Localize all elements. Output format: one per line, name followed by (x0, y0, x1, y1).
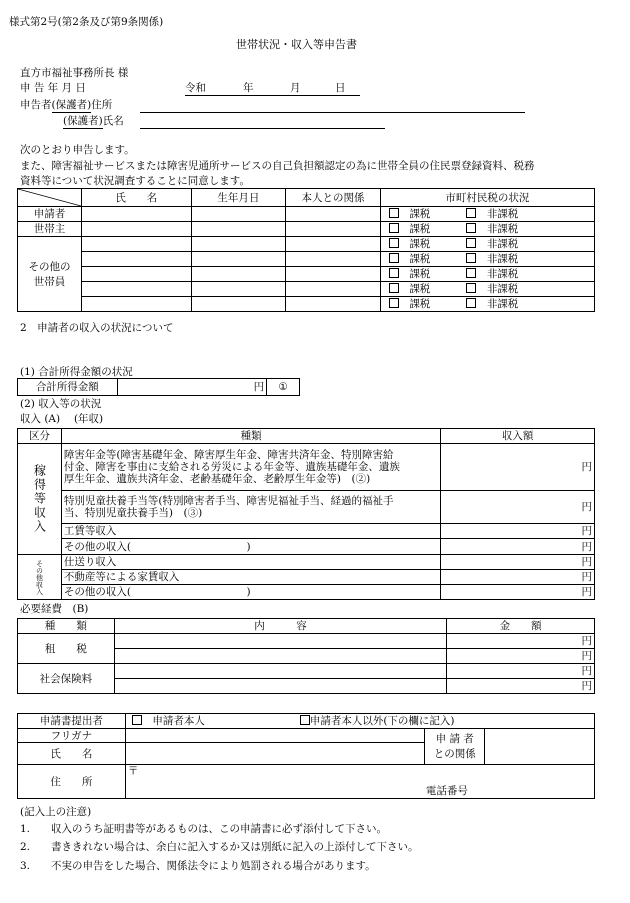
exp-col-kind: 種 類 (18, 619, 115, 634)
member-birth-cell[interactable] (191, 237, 286, 252)
date-label: 申 告 年 月 日 (20, 82, 86, 94)
furigana-label: フリガナ (18, 729, 126, 743)
tax-status-cell (380, 207, 594, 222)
member-relation-cell[interactable] (286, 237, 381, 252)
group-earned-label: 稼得等収入 (32, 464, 47, 534)
amount-other-1[interactable]: 円 (441, 539, 595, 555)
form-number: 様式第2号(第2条及び第9条関係) (9, 16, 164, 28)
exp-col-content: 内 容 (114, 619, 446, 634)
nontaxed-label: 非課税 (486, 268, 519, 280)
row-applicant: 申請者 (18, 207, 82, 222)
diagonal-line (18, 189, 81, 206)
member-name-cell[interactable] (82, 267, 192, 282)
taxed-checkbox[interactable] (389, 298, 399, 308)
section2-title: 2 申請者の収入の状況について (20, 322, 174, 334)
taxed-checkbox[interactable] (389, 208, 399, 218)
exp-row-tax: 租 税 (18, 634, 115, 664)
nontaxed-checkbox[interactable] (466, 253, 476, 263)
intro-line-2: また、障害福祉サービスまたは障害児通所サービスの自己負担額認定の為に世帯全員の住民票登録資料、税務 (20, 160, 535, 172)
era: 令和 (185, 82, 206, 94)
nontaxed-label: 非課税 (486, 208, 519, 220)
member-name-cell[interactable] (82, 297, 192, 312)
name-input[interactable] (125, 743, 424, 765)
amount-child-allowance[interactable]: 円 (441, 491, 595, 523)
nontaxed-checkbox[interactable] (466, 268, 476, 278)
year-label: 年 (243, 82, 254, 94)
col-amount: 収入額 (441, 429, 595, 444)
total-income-table (17, 378, 300, 396)
name-row (63, 115, 124, 129)
address-label: 住所 (91, 99, 113, 111)
item-other-2: その他の収入( ) (61, 585, 440, 600)
member-birth-cell[interactable] (191, 282, 286, 297)
insurance-amount-1[interactable]: 円 (447, 664, 595, 679)
item-child-line2: 当、特別児童扶養手当) (③) (63, 506, 203, 519)
taxed-checkbox[interactable] (389, 238, 399, 248)
item-pension-line2: 付金、障害を事由に支給される労災による年金等、遺族基礎年金、遺族 (63, 461, 400, 474)
furigana-input[interactable] (125, 729, 424, 743)
applicant-birth-cell[interactable] (191, 207, 286, 222)
exp-col-amount: 金 額 (447, 619, 595, 634)
submitter-options (125, 714, 594, 729)
notes-title: (記入上の注意) (20, 806, 92, 818)
name-label: 氏名 (102, 115, 124, 127)
name-label: 氏 名 (18, 743, 126, 765)
row-householder: 世帯主 (18, 222, 82, 237)
tax-status-cell (380, 297, 594, 312)
member-relation-cell[interactable] (286, 267, 381, 282)
nontaxed-label: 非課税 (486, 253, 519, 265)
diagonal-cell (18, 189, 82, 207)
note-3: 3. 不実の申告をした場合、関係法令により処罰される場合があります。 (20, 860, 376, 872)
nontaxed-checkbox[interactable] (466, 223, 476, 233)
other-members-label-1: その他の (28, 260, 71, 273)
member-relation-cell[interactable] (286, 297, 381, 312)
amount-rent[interactable]: 円 (441, 570, 595, 585)
group-other (18, 555, 62, 600)
expenses-title: 必要経費 (B) (20, 603, 89, 615)
nontaxed-label: 非課税 (486, 298, 519, 310)
item-child-allowance (61, 491, 440, 523)
income-table (17, 428, 595, 600)
tax-status-cell (380, 222, 594, 237)
item-wages: 工賃等収入 (61, 523, 440, 539)
member-birth-cell[interactable] (191, 267, 286, 282)
member-name-cell[interactable] (82, 282, 192, 297)
amount-other-2[interactable]: 円 (441, 585, 595, 600)
taxed-label: 課税 (409, 238, 431, 250)
addressee: 直方市福祉事務所長 様 (20, 67, 129, 79)
col-birthdate: 生年月日 (191, 189, 286, 207)
member-relation-cell[interactable] (286, 252, 381, 267)
circle-1: ① (267, 379, 300, 396)
item-pension-line1: 障害年金等(障害基礎年金、障害厚生年金、障害共済年金、特別障害給 (63, 449, 394, 462)
page-title: 世帯状況・収入等申告書 (236, 38, 357, 51)
nontaxed-label: 非課税 (486, 283, 519, 295)
guardian-label-1: (保護者) (51, 99, 92, 111)
taxed-checkbox[interactable] (389, 223, 399, 233)
tax-content-cell[interactable] (114, 649, 446, 664)
item-pension-line3: 厚生年金、遺族共済年金、老齢基礎年金、老齢厚生年金等) (②) (63, 473, 371, 486)
address-label: 住 所 (18, 765, 126, 799)
self-checkbox[interactable] (132, 715, 142, 725)
taxed-label: 課税 (409, 208, 431, 220)
item-rent: 不動産等による家賃収入 (61, 570, 440, 585)
nontaxed-checkbox[interactable] (466, 238, 476, 248)
relation-line1: 申 請 者 (435, 733, 474, 745)
intro-line-1: 次のとおり申告します。 (20, 144, 135, 156)
group-earned (18, 444, 62, 555)
taxed-label: 課税 (409, 268, 431, 280)
item-other-1: その他の収入( ) (61, 539, 440, 555)
relation-label (425, 729, 485, 765)
nontaxed-checkbox[interactable] (466, 208, 476, 218)
tax-status-cell (380, 237, 594, 252)
taxed-label: 課税 (409, 253, 431, 265)
nontaxed-checkbox[interactable] (466, 283, 476, 293)
taxed-label: 課税 (409, 223, 431, 235)
month-label: 月 (290, 82, 301, 94)
item-allowance: 仕送り収入 (61, 555, 440, 570)
col-tax-status: 市町村民税の状況 (380, 189, 594, 207)
col-relation: 本人との関係 (286, 189, 381, 207)
date-field[interactable] (185, 82, 360, 96)
member-relation-cell[interactable] (286, 282, 381, 297)
tax-content-cell[interactable] (114, 634, 446, 649)
guardian-label-2: (保護者) (63, 115, 103, 127)
item-child-line1: 特別児童扶養手当等(特別障害者手当、障害児福祉手当、経過的福祉手 (63, 494, 394, 507)
group-other-label: その他収入 (35, 559, 44, 595)
taxed-checkbox[interactable] (389, 253, 399, 263)
self-label: 申請者本人 (152, 715, 205, 727)
householder-name-cell[interactable] (82, 222, 192, 237)
member-birth-cell[interactable] (191, 252, 286, 267)
tax-status-cell (380, 267, 594, 282)
amount-allowance[interactable]: 円 (441, 555, 595, 570)
other-checkbox[interactable] (300, 715, 310, 725)
tax-amount-2[interactable]: 円 (447, 649, 595, 664)
address-cell[interactable] (125, 765, 594, 799)
member-birth-cell[interactable] (191, 297, 286, 312)
relation-line2: との関係 (433, 748, 476, 760)
taxed-label: 課税 (409, 298, 431, 310)
amount-pension[interactable]: 円 (441, 444, 595, 491)
col-kind: 種類 (61, 429, 440, 444)
total-income-label: 合計所得金額 (18, 379, 118, 396)
nontaxed-label: 非課税 (486, 238, 519, 250)
nontaxed-checkbox[interactable] (466, 298, 476, 308)
declarant-row (20, 99, 112, 113)
insurance-content-cell[interactable] (114, 679, 446, 694)
day-label: 日 (335, 82, 346, 94)
nontaxed-label: 非課税 (486, 223, 519, 235)
taxed-checkbox[interactable] (389, 283, 399, 293)
applicant-name-cell[interactable] (82, 207, 192, 222)
total-income-value[interactable]: 円 (117, 379, 266, 396)
exp-row-insurance: 社会保険料 (18, 664, 115, 694)
other-label: 申請者本人以外(下の欄に記入) (309, 715, 455, 727)
expenses-table (17, 618, 595, 694)
taxed-label: 課税 (409, 283, 431, 295)
tax-status-cell (380, 282, 594, 297)
income-a-label: 収入 (A) (年収) (20, 413, 104, 425)
name-line[interactable] (140, 127, 385, 129)
intro-line-3: 資料等について状況調査することに同意します。 (20, 175, 250, 187)
submitter-label: 申請書提出者 (18, 714, 126, 729)
address-line[interactable] (140, 111, 525, 113)
item-pension (61, 444, 440, 491)
member-name-cell[interactable] (82, 252, 192, 267)
householder-birth-cell[interactable] (191, 222, 286, 237)
declarant-label: 申告者 (20, 99, 52, 111)
tax-amount-1[interactable]: 円 (447, 634, 595, 649)
applicant-relation-cell[interactable] (286, 207, 381, 222)
amount-wages[interactable]: 円 (441, 523, 595, 539)
phone-label: 電話番号 (425, 785, 468, 797)
note-1: 1. 収入のうち証明書等があるものは、この申請書に必ず添付して下さい。 (20, 823, 388, 835)
section2-sub2: (2) 収入等の状況 (20, 398, 102, 410)
submitter-table (17, 713, 595, 799)
tax-status-cell (380, 252, 594, 267)
note-2: 2. 書ききれない場合は、余白に記入するか又は別紙に記入の上添付して下さい。 (20, 841, 419, 853)
relation-input[interactable] (485, 729, 595, 765)
insurance-amount-2[interactable]: 円 (447, 679, 595, 694)
section2-sub1: (1) 合計所得金額の状況 (20, 366, 133, 378)
householder-relation-cell[interactable] (286, 222, 381, 237)
col-name: 氏 名 (82, 189, 192, 207)
row-other-members (18, 237, 82, 312)
household-table (17, 188, 595, 312)
col-kubun: 区分 (18, 429, 62, 444)
taxed-checkbox[interactable] (389, 268, 399, 278)
member-name-cell[interactable] (82, 237, 192, 252)
insurance-content-cell[interactable] (114, 664, 446, 679)
postal-mark: 〒 (127, 765, 139, 777)
other-members-label-2: 世帯員 (33, 275, 66, 288)
